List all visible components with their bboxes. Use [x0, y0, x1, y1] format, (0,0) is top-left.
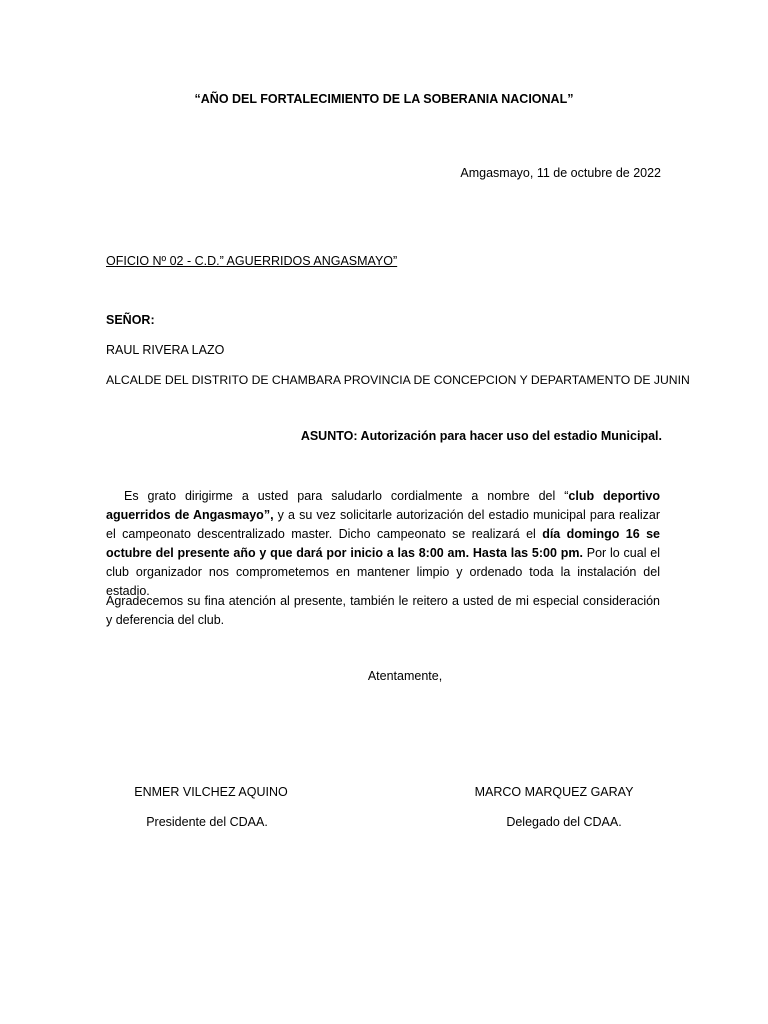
p1-club-name: club deportivo aguerridos de Angasmayo”, [106, 489, 660, 522]
p1-text-3: Por lo cual el club organizador nos comprometemos en mantener limpio y ordenado toda la instalación del estadio. [106, 546, 660, 598]
body-paragraph-2: Agradecemos su fina atención al presente, también le reitero a usted de mi especial consideración y deferencia del club. [106, 594, 660, 627]
p1-text-1: Es grato dirigirme a usted para saludarlo cordialmente a nombre del “ [124, 489, 569, 503]
subject-line: ASUNTO: Autorización para hacer uso del estadio Municipal. [300, 429, 662, 443]
signature-title-president: Presidente del CDAA. [146, 815, 268, 829]
recipient-salutation: SEÑOR: [106, 313, 155, 327]
recipient-position: ALCALDE DEL DISTRITO DE CHAMBARA PROVINCIA DE CONCEPCION Y DEPARTAMENTO DE JUNIN [106, 373, 690, 387]
closing: Atentamente, [367, 669, 443, 683]
recipient-name: RAUL RIVERA LAZO [106, 343, 225, 357]
p1-text-2: y a su vez solicitarle autorización del estadio municipal para realizar el campeonato descentralizado master. Dicho campeonato se realizará el [106, 508, 660, 541]
signature-name-delegate: MARCO MARQUEZ GARAY [474, 785, 634, 799]
year-motto-heading: “AÑO DEL FORTALECIMIENTO DE LA SOBERANIA NACIONAL” [194, 92, 574, 106]
signature-name-president: ENMER VILCHEZ AQUINO [134, 785, 288, 799]
signature-title-delegate: Delegado del CDAA. [506, 815, 622, 829]
place-date: Amgasmayo, 11 de octubre de 2022 [460, 166, 661, 180]
document-reference: OFICIO Nº 02 - C.D.” AGUERRIDOS ANGASMAYO” [106, 254, 398, 268]
p1-event-date: día domingo 16 se octubre del presente año y que dará por inicio a las 8:00 am. Hasta las 5:00 pm. [106, 527, 660, 560]
body-paragraph-1 [106, 487, 660, 601]
